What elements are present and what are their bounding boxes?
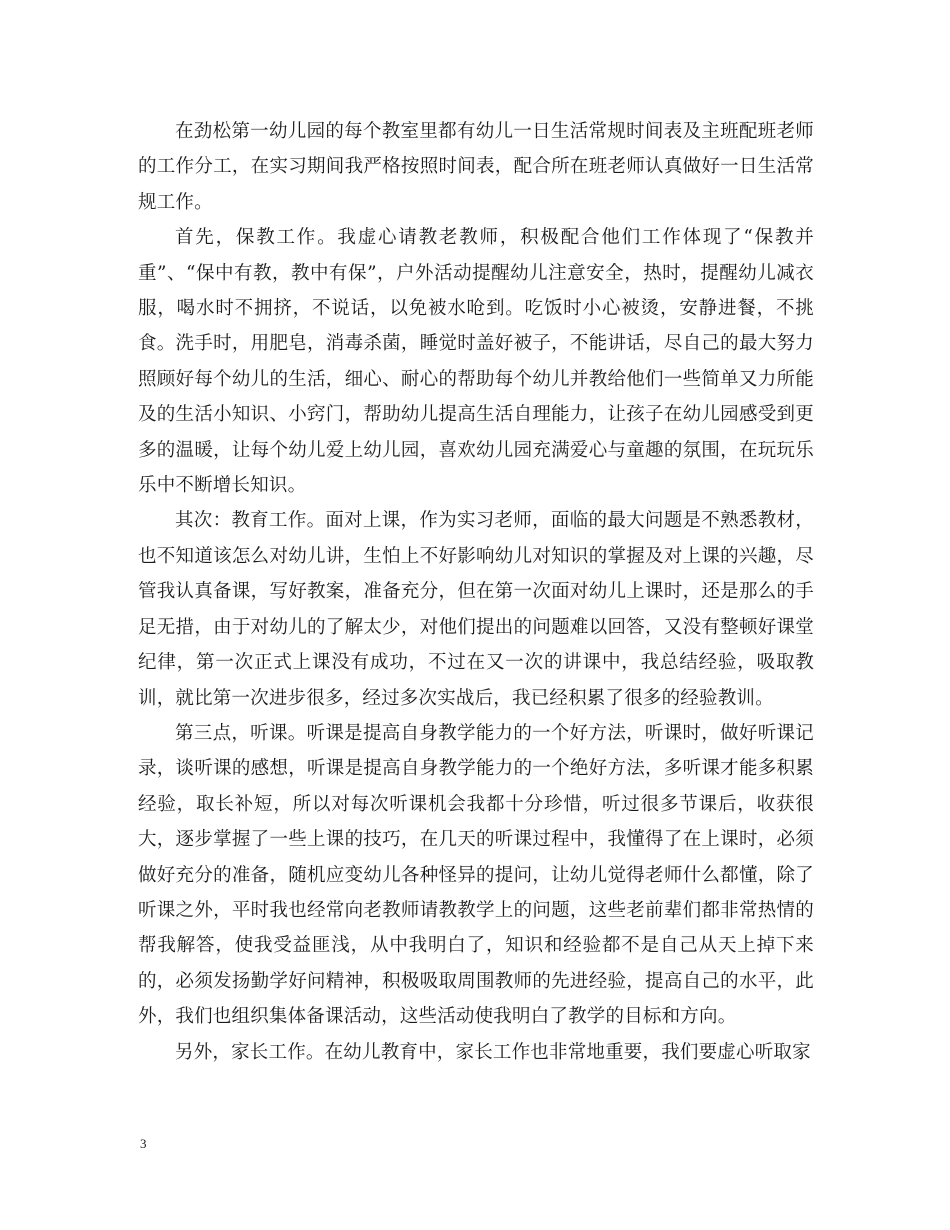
paragraph-lesson-observation: 第三点，听课。听课是提高自身教学能力的一个好方法，听课时，做好听课记录，谈听课的感想，听课是提高自身教学能力的一个绝好方法，多听课才能多积累经验，取长补短，所以对每次听课机会我都十分珍惜，听过很多节课后，收获很大，逐步掌握了一些上课的技巧，在几天的听课过程中，我懂得了在上课时，必须做好充分的准备，随机应变幼儿各种怪异的提问，让幼儿觉得老师什么都懂，除了听课之外，平时我也经常向老教师请教教学上的问题，这些老前辈们都非常热情的帮我解答，使我受益匪浅，从中我明白了，知识和经验都不是自己从天上掉下来的，必须发扬勤学好问精神，积极吸取周围教师的先进经验，提高自己的水平，此外，我们也组织集体备课活动，这些活动使我明白了教学的目标和方向。 (138, 722, 814, 1028)
paragraph-daily-routine: 在劲松第一幼儿园的每个教室里都有幼儿一日生活常规时间表及主班配班老师的工作分工，在实习期间我严格按照时间表，配合所在班老师认真做好一日生活常规工作。 (138, 121, 814, 213)
paragraph-teaching-work: 其次：教育工作。面对上课，作为实习老师，面临的最大问题是不熟悉教材，也不知道该怎么对幼儿讲，生怕上不好影响幼儿对知识的掌握及对上课的兴趣，尽管我认真备课，写好教案，准备充分，但在第一次面对幼儿上课时，还是那么的手足无措，由于对幼儿的了解太少，对他们提出的问题难以回答，又没有整顿好课堂纪律，第一次正式上课没有成功，不过在又一次的讲课中，我总结经验，吸取教训，就比第一次进步很多，经过多次实战后，我已经积累了很多的经验教训。 (138, 510, 814, 709)
paragraph-parent-work: 另外，家长工作。在幼儿教育中，家长工作也非常地重要，我们要虚心听取家 (175, 1041, 811, 1063)
page-number: 3 (140, 1136, 147, 1151)
document-body (138, 114, 814, 1070)
paragraph-care-work: 首先，保教工作。我虚心请教老教师，积极配合他们工作体现了“保教并重”、“保中有教，教中有保”，户外活动提醒幼儿注意安全，热时，提醒幼儿减衣服，喝水时不拥挤，不说话，以免被水呛到。吃饭时小心被烫，安静进餐，不挑食。洗手时，用肥皂，消毒杀菌，睡觉时盖好被子，不能讲话，尽自己的最大努力照顾好每个幼儿的生活，细心、耐心的帮助每个幼儿并教给他们一些简单又力所能及的生活小知识、小窍门，帮助幼儿提高生活自理能力，让孩子在幼儿园感受到更多的温暖，让每个幼儿爱上幼儿园，喜欢幼儿园充满爱心与童趣的氛围，在玩玩乐乐中不断增长知识。 (138, 227, 814, 497)
